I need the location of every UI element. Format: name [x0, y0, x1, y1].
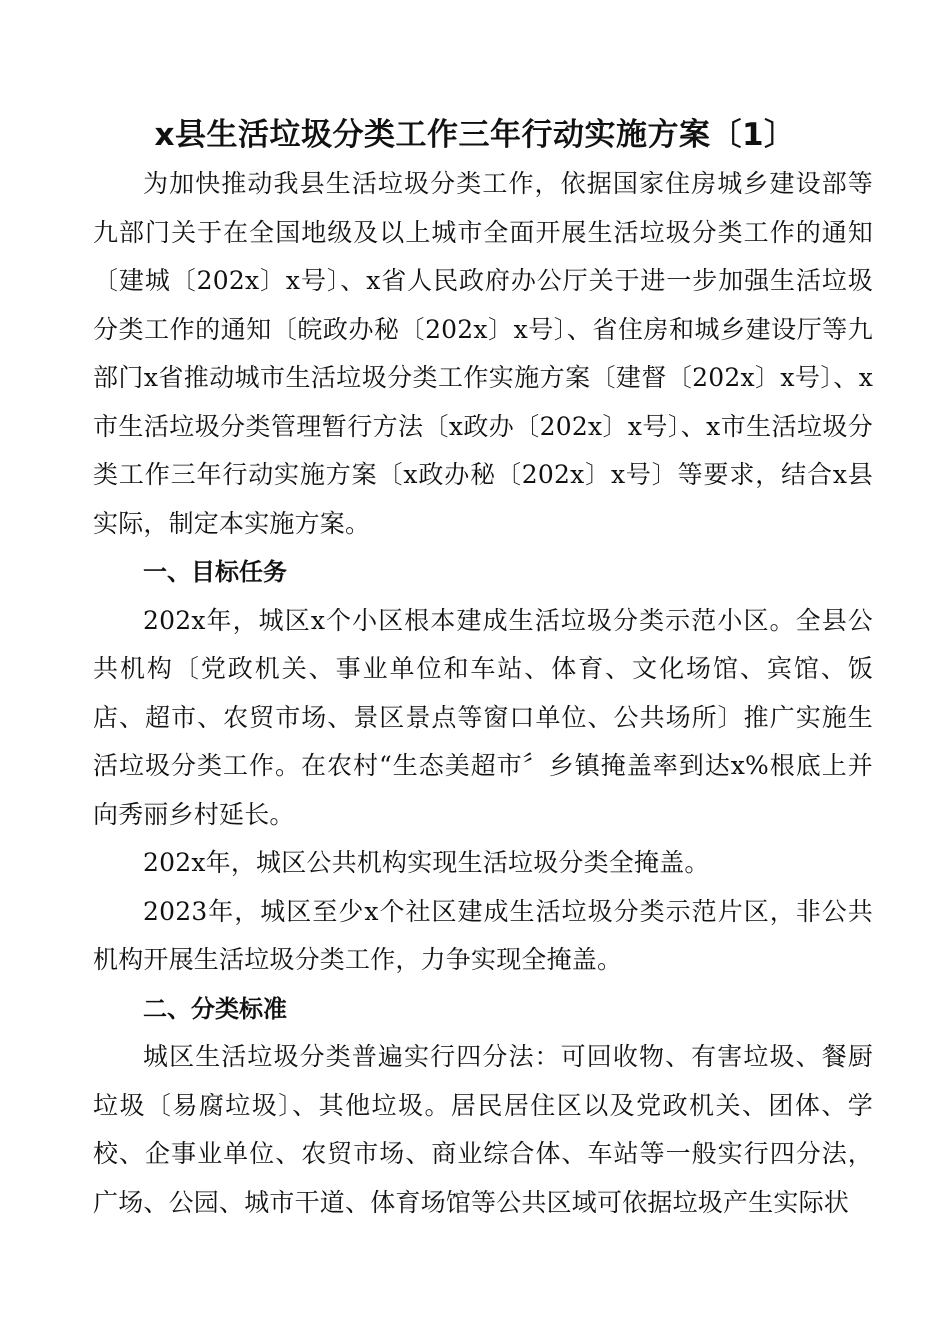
goals-paragraph-3: 2023年，城区至少x个社区建成生活垃圾分类示范片区，非公共机构开展生活垃圾分类工作，力争实现全掩盖。 — [93, 896, 873, 974]
document-title: x县生活垃圾分类工作三年行动实施方案〔1〕 — [154, 117, 796, 153]
goals-paragraph-1: 202x年，城区x个小区根本建成生活垃圾分类示范小区。全县公共机构〔党政机关、事业单位和车站、体育、文化场馆、宾馆、饭店、超市、农贸市场、景区景点等窗口单位、公共场所〕推广实施生活垃圾分类工作。在农村“生态美超市〞乡镇掩盖率到达x%根底上并向秀丽乡村延长。 — [93, 605, 873, 829]
intro-paragraph: 为加快推动我县生活垃圾分类工作，依据国家住房城乡建设部等九部门关于在全国地级及以上城市全面开展生活垃圾分类工作的通知〔建城〔202x〕x号〕、x省人民政府办公厅关于进一步加强生活垃圾分类工作的通知〔皖政办秘〔202x〕x号〕、省住房和城乡建设厅等九部门x省推动城市生活垃圾分类工作实施方案〔建督〔202x〕x号〕、x市生活垃圾分类管理暂行方法〔x政办〔202x〕x号〕、x市生活垃圾分类工作三年行动实施方案〔x政办秘〔202x〕x号〕等要求，结合x县实际，制定本实施方案。 — [93, 169, 873, 538]
section-heading-standards: 二、分类标准 — [143, 994, 287, 1023]
goals-paragraph-2: 202x年，城区公共机构实现生活垃圾分类全掩盖。 — [143, 848, 710, 877]
standards-paragraph-1: 城区生活垃圾分类普遍实行四分法：可回收物、有害垃圾、餐厨垃圾〔易腐垃圾〕、其他垃圾。居民居住区以及党政机关、团体、学校、企事业单位、农贸市场、商业综合体、车站等一般实行四分法，广场、公园、城市干道、体育场馆等公共区域可依据垃圾产生实际状 — [93, 1042, 873, 1217]
document-body — [93, 160, 873, 1227]
section-heading-goals: 一、目标任务 — [143, 558, 287, 586]
